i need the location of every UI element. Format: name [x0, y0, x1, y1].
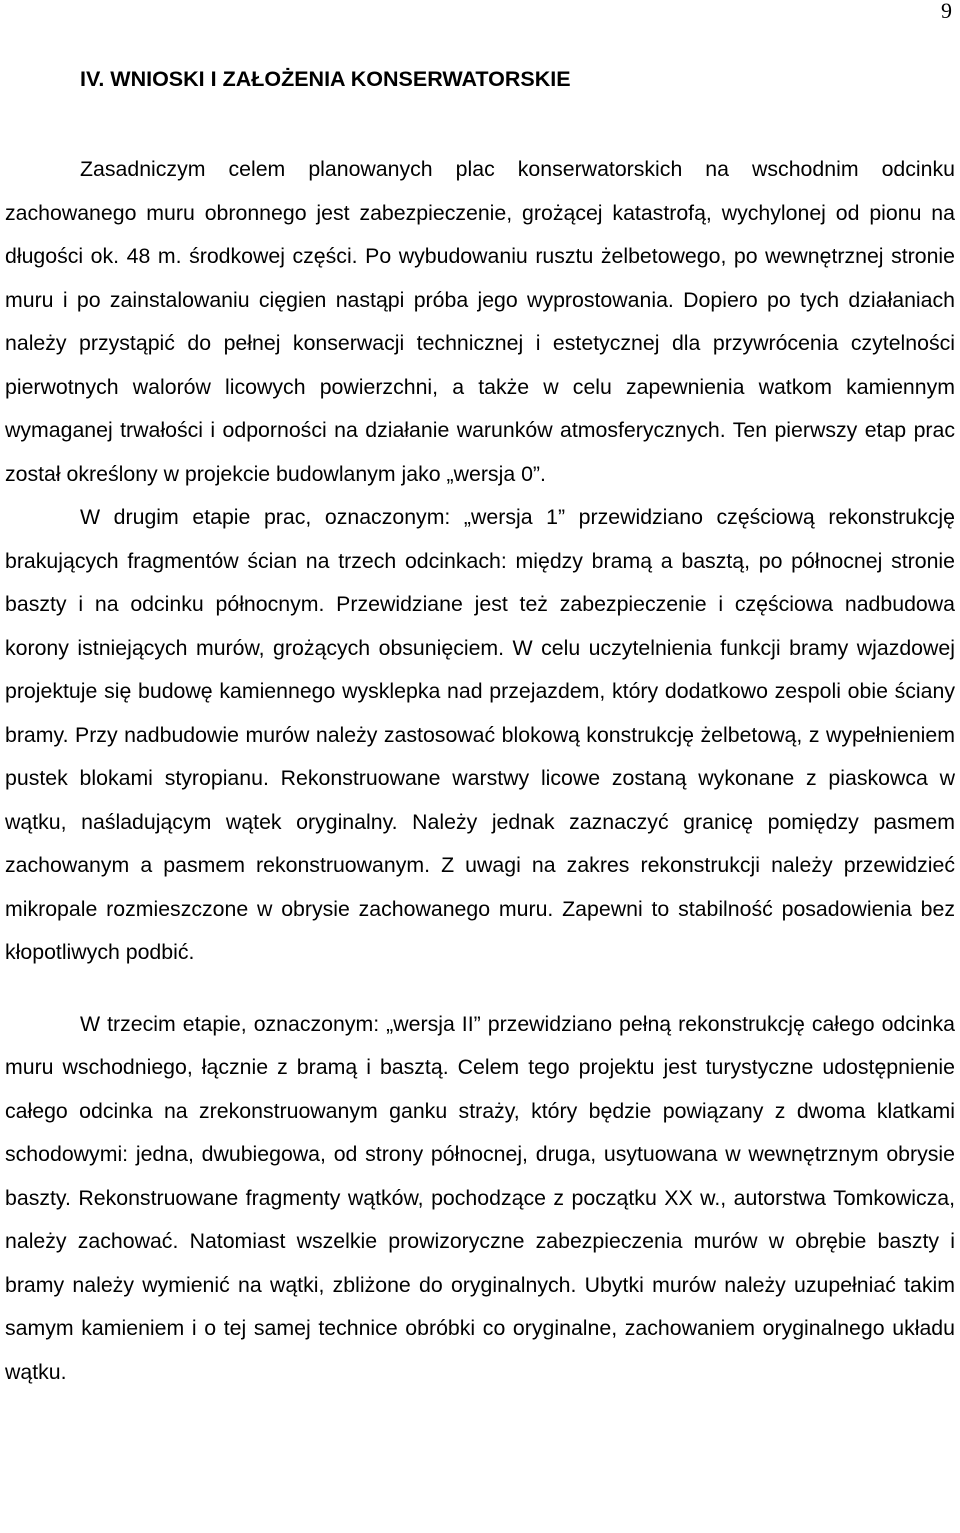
paragraph-2: W drugim etapie prac, oznaczonym: „wersja 1” przewidziano częściową rekonstrukcję brakujących fragmentów ścian na trzech odcinkach: między bramą a basztą, po północnej stronie baszty i na odcinku północnym. Przewidziane jest też zabezpieczenie i częściowa nadbudowa korony istniejących murów, grożących obsunięciem. W celu uczytelnienia funkcji bramy wjazdowej projektuje się budowę kamiennego wysklepka nad przejazdem, który dodatkowo zespoli obie ściany bramy. Przy nadbudowie murów należy zastosować blokową konstrukcję żelbetową, z wypełnieniem pustek blokami styropianu. Rekonstruowane warstwy licowe zostaną wykonane z piaskowca w wątku, naśladującym wątek oryginalny. Należy jednak zaznaczyć granicę pomiędzy pasmem zachowanym a pasmem rekonstruowanym. Z uwagi na zakres rekonstrukcji należy przewidzieć mikropale rozmieszczone w obrysie zachowanego muru. Zapewni to stabilność posadowienia bez kłopotliwych podbić. [5, 505, 955, 964]
document-body [5, 148, 955, 1394]
paragraph-3: W trzecim etapie, oznaczonym: „wersja II” przewidziano pełną rekonstrukcję całego odcinka muru wschodniego, łącznie z bramą i basztą. Celem tego projektu jest turystyczne udostępnienie całego odcinka na zrekonstruowanym ganku straży, który będzie powiązany z dwoma klatkami schodowymi: jedna, dwubiegowa, od strony północnej, druga, usytuowana w wewnętrznym obrysie baszty. Rekonstruowane fragmenty wątków, pochodzące z początku XX w., autorstwa Tomkowicza, należy zachować. Natomiast wszelkie prowizoryczne zabezpieczenia murów w obrębie baszty i bramy należy wymienić na wątki, zbliżone do oryginalnych. Ubytki murów należy uzupełniać takim samym kamieniem i o tej samej technice obróbki co oryginalne, zachowaniem oryginalnego układu wątku. [5, 1011, 955, 1384]
section-heading: IV. WNIOSKI I ZAŁOŻENIA KONSERWATORSKIE [80, 67, 571, 91]
page-number: 9 [941, 0, 952, 23]
paragraph-1: Zasadniczym celem planowanych plac konserwatorskich na wschodnim odcinku zachowanego muru obronnego jest zabezpieczenie, grożącej katastrofą, wychylonej od pionu na długości ok. 48 m. środkowej części. Po wybudowaniu rusztu żelbetowego, po wewnętrznej stronie muru i po zainstalowaniu cięgien nastąpi próba jego wyprostowania. Dopiero po tych działaniach należy przystąpić do pełnej konserwacji technicznej i estetycznej dla przywrócenia czytelności pierwotnych walorów licowych powierzchni, a także w celu zapewnienia watkom kamiennym wymaganej trwałości i odporności na działanie warunków atmosferycznych. Ten pierwszy etap prac został określony w projekcie budowlanym jako „wersja 0”. [5, 157, 955, 486]
